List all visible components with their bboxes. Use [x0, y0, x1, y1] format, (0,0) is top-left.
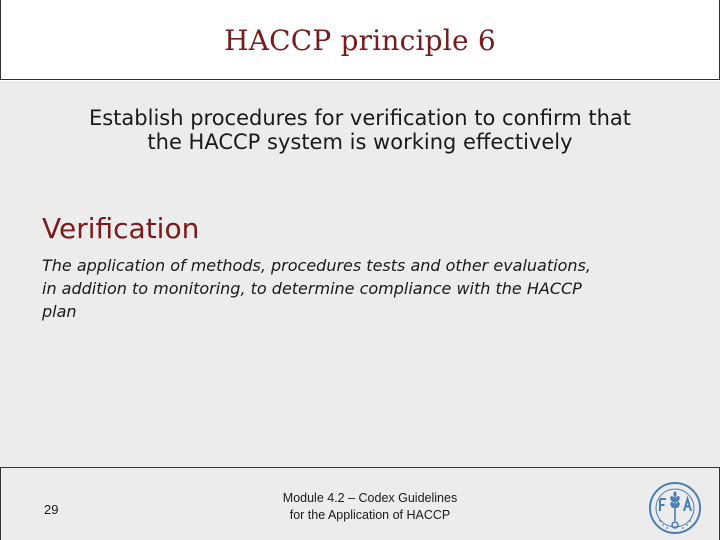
slide-title: HACCP principle 6	[224, 24, 496, 57]
principle-line-2: the HACCP system is working effectively	[147, 130, 573, 154]
footer-caption-line-2: for the Application of HACCP	[289, 508, 451, 522]
fao-emblem-icon	[648, 481, 702, 535]
fao-emblem-graphic	[648, 481, 702, 535]
footer-caption-line-1: Module 4.2 – Codex Guidelines	[282, 491, 458, 505]
definition-line-2: in addition to monitoring, to determine compliance with the HACCP	[42, 279, 582, 298]
principle-line-1: Establish procedures for verification to confirm that	[88, 106, 632, 130]
section-heading: Verification	[42, 212, 200, 245]
definition-line-3: plan	[42, 302, 77, 321]
principle-description	[40, 106, 680, 154]
verification-definition	[42, 254, 682, 323]
definition-line-1: The application of methods, procedures tests and other evaluations,	[42, 256, 591, 275]
slide-number: 29	[44, 502, 59, 517]
footer-caption	[240, 490, 500, 524]
